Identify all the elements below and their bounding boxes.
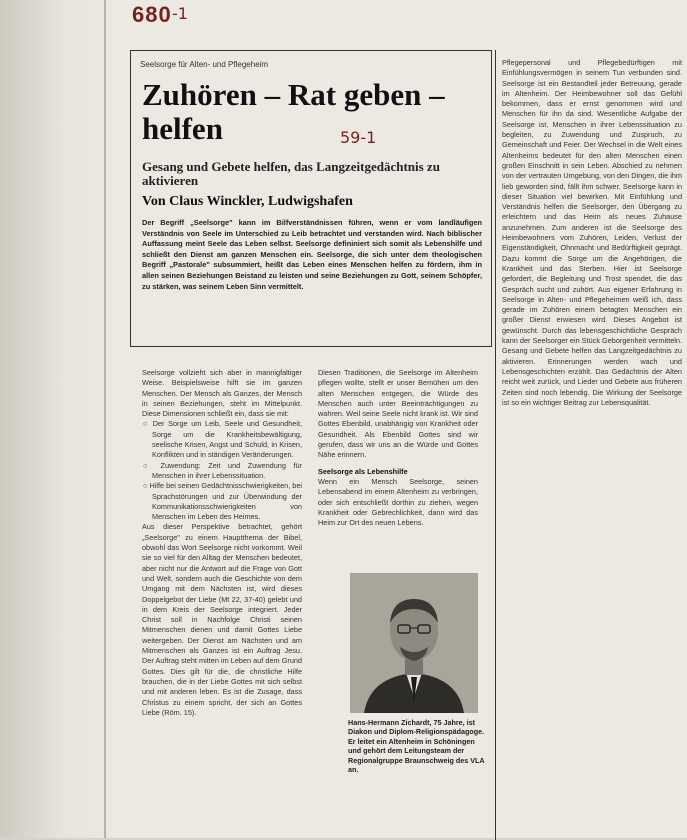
article-title: Zuhören – Rat geben – helfen xyxy=(142,77,445,146)
body-column-1 xyxy=(142,368,302,718)
article-author: Von Claus Winckler, Ludwigshafen xyxy=(142,194,353,209)
body-column-2 xyxy=(318,368,478,528)
section-rubric: Seelsorge für Alten- und Pflegeheim xyxy=(140,60,269,69)
portrait-caption: Hans-Hermann Zichardt, 75 Jahre, ist Diakon und Diplom-Religionspädagoge. Er leitet ein Altenheim in Schöningen und gehört dem Leitungsteam der Regionalgruppe Braunschweig des VLA an. xyxy=(348,718,485,775)
handwritten-annotation: 59-1 xyxy=(340,128,377,147)
lead-paragraph: Der Begriff „Seelsorge" kann im Bilfverständnissen führen, wenn er vom landläufigen Verständnis von Seele im Unterschied zu Leib betrachtet und verstanden wird. Nach biblischer Auffassung meint Seele das Leben selbst. Seelsorge defininiert sich somit als Lebenshilfe und schließt den Dienst am ganzen Menschen ein. Seelsorge, die sich unter dem theologischen Begriff „Pastorale" subsummiert, heißt das Leben eines Menschen helfen zu fördern, ihm in allen seinen Beziehungen Beistand zu leisten und seine Beziehungen zu Gott, seinem Schöpfer, zu stärken, was seinem Leben Sinn vermittelt. xyxy=(142,218,482,291)
col2-body-paragraph: Wenn ein Mensch Seelsorge, seinen Lebensabend im einem Altenheim zu verbringen, oder sich entschließt dorthin zu ziehen, wegen Krankheit oder Gebrechlichkeit, dann wird das Heim zur Ort des neuen Lebens. xyxy=(318,476,478,528)
col1-body-paragraph: Aus dieser Perspektive betrachtet, gehört „Seelsorge" zu einem Hauptthema der Bibel, obwohl das Wort Seelsorge nicht vorkommt. Weil sie so viel für den Alltag der Menschen bedeutet, aber nicht nur die Antwort auf die Frage von Gott und Welt, sondern auch die Geschichte von dem Umgang mit dem Nächsten ist, wird dieses Doppelgebot der Liebe (Mt 22, 37-40) gelebt und in dem Kreis der Seelsorge integriert. Jeder Christ soll in Nachfolge Christi seinen Mitmenschen dienen und damit Gottes Liebe weitergeben. Der Dienst am Nächsten und am Mitmenschen als Ganzes ist ein Auftrag Jesu. Der Auftrag steht mitten im Leben auf dem Grund Gottes. Dies gilt für die, die christliche Hilfe brauchen, die in der Liebe Gottes mit sich selbst und mit anderen leben. Es ist die Zusage, dass Christus zu einem spricht, der sich an Gottes Liebe (Röm. 15). xyxy=(142,522,302,717)
gutter-shadow-line xyxy=(104,0,106,838)
column-divider xyxy=(495,50,496,840)
col1-intro-paragraph: Seelsorge vollzieht sich aber in mannigfaltiger Weise. Beispielsweise hilft sie im ganzen Menschen. Der Mensch als Ganzes, der Mensch in seinen Beziehungen, steht im Mittelpunkt. Diese Dimensionen schließt ein, dass sie mit: xyxy=(142,368,302,419)
col3-body-paragraph: Pflegepersonal und Pflegebedürftigen mit Einfühlungsvermögen in seinem Tun verbunden sind. Seelsorge ist ein Bestandteil jeder Betreuung, gerade im Altenheim. Der Heimbewohner soll das Gefühl bekommen, dass er ernst genommen wird und Menschen für ihn da sind. Wesentliche Aufgabe der Seelsorge ist, Menschen in ihrer Lebenssituation zu begleiten, zu Zuwendung und Zuspruch, zu Gemeinschaft und Feier. Der Wechsel in die Welt eines Altenheims bedeutet für den alten Menschen einen großen Einschnitt in sein Leben. Abschied zu nehmen von der vertrauten Umgebung, von den Dingen, die ihm lieb geworden sind, fällt ihm schwer. Seelsorge kann in dieser Situation viel bewirken. Mit Einfühlung und Verständnis helfen die Seelsorger, den Übergang zu erleichtern und das Heim als neues Zuhause anzunehmen. Zum anderen ist die Seelsorge des Heimbewohners vom Zuhören, Leiden, Verlust der Eigenständigkeit, Ohnmacht und Bedürftigkeit geprägt. Dazu kommt die Sorge um die Angehörigen, die Krankheit und das Sterben. Hier ist Seelsorge gefordert, die Begleitung und Trost spendet, die das Gespräch sucht und zuhört. Aus eigener Erfahrung in Seelsorge in Alten- und Pflegeheimen weiß ich, dass gerade im Zuhören einem betagten Menschen ein großer Dienst erwiesen wird. Dieses Angebot ist gewünscht. Durch das lebensgeschichtliche Gespräch kann der Seelsorger ein Stück Geborgenheit vermitteln. Gesang und Gebete helfen das Langzeitgedächtnis zu aktivieren. Erinnerungen werden wach und Lebensgeschichten erzählt. Das Gedächtnis der Alten reicht weit zurück, und Lieder und Gebete aus früheren Zeiten sind noch lebendig. Die Wirkung der Seelsorge ist so ein wichtiger Beitrag zur Lebensqualität. xyxy=(502,58,682,407)
page-number-handwritten-note: -1 xyxy=(172,4,188,23)
col2-subheading: Seelsorge als Lebenshilfe xyxy=(318,466,408,476)
body-column-3 xyxy=(502,58,682,408)
col1-bullet-list xyxy=(142,419,302,522)
article-lead xyxy=(142,218,482,292)
portrait-illustration xyxy=(350,573,478,713)
col1-bullet: ○ Zuwendung: Zeit und Zuwendung für Menschen in ihrer Lebenssituation. xyxy=(143,460,303,480)
col1-bullet: ○ Hilfe bei seinen Gedächtnisschwierigkeiten, bei Sprachstörungen und zur Überwindung der Kommunikationsschwierigkeiten von Menschen im Leben des Heimes. xyxy=(143,481,302,522)
col1-bullet: ○ Der Sorge um Leib, Seele und Gesundheit, Sorge um die Krankheitsbewältigung, seelische Krisen, Angst und Schuld, in Krisen, Konflikten und in ständigen Veränderungen. xyxy=(143,419,303,460)
col1-bullet-text: Hilfe bei seinen Gedächtnisschwierigkeiten, bei Sprachstörungen und zur Überwindung der Kommunikationsschwierigkeiten von Menschen im Leben des Heimes. xyxy=(149,481,302,522)
col2-intro-paragraph: Diesen Traditionen, die Seelsorge im Altenheim pflegen wollte, stellt er unser Bemühen um den alten Menschen entgegen, die Würde des Menschen auch unter Beeinträchtigungen zu wahren. Weil seine Seele nicht krank ist. Wir sind Gottes Ebenbild, unabhängig von Krankheit oder Gesundheit. Als Ebenbild Gottes sind wir gerufen, dass wir uns an die Würde und Gottes Nähe erinnern. xyxy=(318,368,478,460)
col1-bullet-text: Der Sorge um Leib, Seele und Gesundheit, Sorge um die Krankheitsbewältigung, seelische Krisen, Angst und Schuld, in Krisen, Konflikten und in ständigen Veränderungen. xyxy=(152,419,303,460)
author-portrait-photo xyxy=(350,573,478,713)
col1-bullet-text: Zuwendung: Zeit und Zuwendung für Menschen in ihrer Lebenssituation. xyxy=(152,460,303,480)
page-number: 680 xyxy=(132,2,172,27)
page-gutter xyxy=(0,0,118,838)
article-subtitle: Gesang und Gebete helfen, das Langzeitgedächtnis zu aktivieren xyxy=(142,159,440,188)
